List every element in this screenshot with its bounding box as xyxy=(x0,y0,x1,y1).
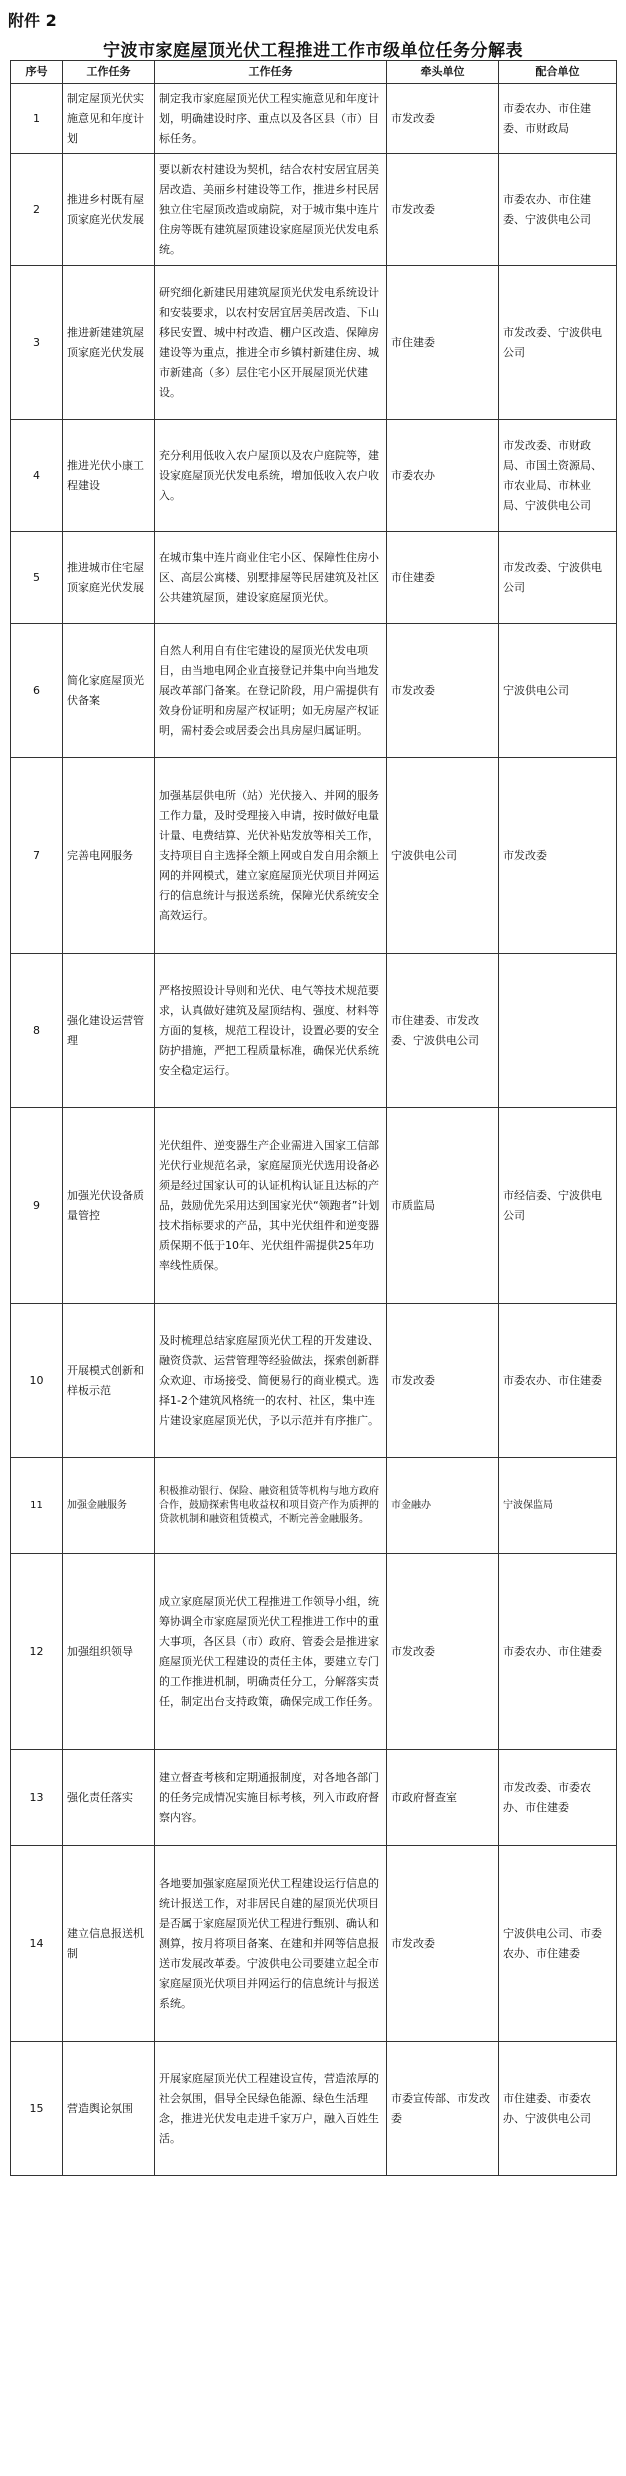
table-row xyxy=(11,758,617,954)
cooperating-unit: 宁波供电公司 xyxy=(499,624,617,758)
header-task-name: 工作任务 xyxy=(63,61,155,84)
table-row xyxy=(11,624,617,758)
lead-unit: 市发改委 xyxy=(387,624,499,758)
cooperating-unit: 市委农办、市住建委、宁波供电公司 xyxy=(499,154,617,266)
cooperating-unit: 市发改委 xyxy=(499,758,617,954)
table-row xyxy=(11,1304,617,1458)
task-content: 开展家庭屋顶光伏工程建设宣传，营造浓厚的社会氛围，倡导全民绿色能源、绿色生活理念，推进光伏发电走进千家万户，融入百姓生活。 xyxy=(155,2042,387,2176)
cooperating-unit: 市发改委、宁波供电公司 xyxy=(499,532,617,624)
table-row xyxy=(11,84,617,154)
task-content: 研究细化新建民用建筑屋顶光伏发电系统设计和安装要求，以农村安居宜居美居改造、下山移民安置、城中村改造、棚户区改造、保障房建设等为重点，推进全市乡镇村新建住房、城市新建高（多）层住宅小区开展屋顶光伏建设。 xyxy=(155,266,387,420)
task-content: 严格按照设计导则和光伏、电气等技术规范要求，认真做好建筑及屋顶结构、强度、材料等方面的复核，规范工程设计，设置必要的安全防护措施，严把工程质量标准，确保光伏系统安全稳定运行。 xyxy=(155,954,387,1108)
task-breakdown-table xyxy=(10,60,617,2176)
task-name: 强化责任落实 xyxy=(63,1750,155,1846)
row-number: 3 xyxy=(11,266,63,420)
table-row xyxy=(11,420,617,532)
task-name: 推进新建建筑屋顶家庭光伏发展 xyxy=(63,266,155,420)
task-name: 加强金融服务 xyxy=(63,1458,155,1554)
task-content: 要以新农村建设为契机，结合农村安居宜居美居改造、美丽乡村建设等工作，推进乡村民居独立住宅屋顶改造或扇院，对于城市集中连片住房等既有建筑屋顶建设家庭屋顶光伏发电系统。 xyxy=(155,154,387,266)
row-number: 14 xyxy=(11,1846,63,2042)
row-number: 15 xyxy=(11,2042,63,2176)
lead-unit: 市发改委 xyxy=(387,84,499,154)
row-number: 5 xyxy=(11,532,63,624)
task-content: 成立家庭屋顶光伏工程推进工作领导小组，统筹协调全市家庭屋顶光伏工程推进工作中的重大事项，各区县（市）政府、管委会是推进家庭屋顶光伏工程建设的责任主体，要建立专门的工作推进机制，明确责任分工，分解落实责任，制定出台支持政策，确保完成工作任务。 xyxy=(155,1554,387,1750)
row-number: 10 xyxy=(11,1304,63,1458)
lead-unit: 市委农办 xyxy=(387,420,499,532)
lead-unit: 市发改委 xyxy=(387,1846,499,2042)
cooperating-unit: 市委农办、市住建委 xyxy=(499,1554,617,1750)
table-row xyxy=(11,1750,617,1846)
row-number: 6 xyxy=(11,624,63,758)
task-name: 推进光伏小康工程建设 xyxy=(63,420,155,532)
row-number: 11 xyxy=(11,1458,63,1554)
task-name: 推进乡村既有屋顶家庭光伏发展 xyxy=(63,154,155,266)
table-header-row xyxy=(11,61,617,84)
row-number: 7 xyxy=(11,758,63,954)
task-content: 各地要加强家庭屋顶光伏工程建设运行信息的统计报送工作，对非居民自建的屋顶光伏项目是否属于家庭屋顶光伏工程进行甄别、确认和测算，按月将项目备案、在建和并网等信息报送市发展改革委。宁波供电公司要建立起全市家庭屋顶光伏项目并网运行的信息统计与报送系统。 xyxy=(155,1846,387,2042)
table-row xyxy=(11,1554,617,1750)
task-name: 营造舆论氛围 xyxy=(63,2042,155,2176)
header-cooperating-unit: 配合单位 xyxy=(499,61,617,84)
lead-unit: 市金融办 xyxy=(387,1458,499,1554)
task-name: 推进城市住宅屋顶家庭光伏发展 xyxy=(63,532,155,624)
task-content: 在城市集中连片商业住宅小区、保障性住房小区、高层公寓楼、别墅排屋等民居建筑及社区公共建筑屋顶，建设家庭屋顶光伏。 xyxy=(155,532,387,624)
task-content: 及时梳理总结家庭屋顶光伏工程的开发建设、融资贷款、运营管理等经验做法，探索创新群众欢迎、市场接受、简便易行的商业模式。选择1-2个建筑风格统一的农村、社区，集中连片建设家庭屋顶光伏，予以示范并有序推广。 xyxy=(155,1304,387,1458)
lead-unit: 市住建委 xyxy=(387,532,499,624)
lead-unit: 市住建委 xyxy=(387,266,499,420)
task-name: 建立信息报送机制 xyxy=(63,1846,155,2042)
row-number: 12 xyxy=(11,1554,63,1750)
header-content: 工作任务 xyxy=(155,61,387,84)
task-name: 开展模式创新和样板示范 xyxy=(63,1304,155,1458)
row-number: 2 xyxy=(11,154,63,266)
cooperating-unit: 市委农办、市住建委、市财政局 xyxy=(499,84,617,154)
table-row xyxy=(11,1846,617,2042)
table-row xyxy=(11,1108,617,1304)
task-content: 制定我市家庭屋顶光伏工程实施意见和年度计划，明确建设时序、重点以及各区县（市）目标任务。 xyxy=(155,84,387,154)
row-number: 4 xyxy=(11,420,63,532)
lead-unit: 市政府督查室 xyxy=(387,1750,499,1846)
lead-unit: 宁波供电公司 xyxy=(387,758,499,954)
row-number: 8 xyxy=(11,954,63,1108)
task-content: 加强基层供电所（站）光伏接入、并网的服务工作力量，及时受理接入申请，按时做好电量计量、电费结算、光伏补贴发放等相关工作，支持项目自主选择全额上网或自发自用余额上网的并网模式，建立家庭屋顶光伏项目并网运行的信息统计与报送系统，保障光伏系统安全高效运行。 xyxy=(155,758,387,954)
task-name: 简化家庭屋顶光伏备案 xyxy=(63,624,155,758)
task-content: 建立督查考核和定期通报制度，对各地各部门的任务完成情况实施目标考核，列入市政府督察内容。 xyxy=(155,1750,387,1846)
cooperating-unit: 市委农办、市住建委 xyxy=(499,1304,617,1458)
table-row xyxy=(11,2042,617,2176)
task-name: 完善电网服务 xyxy=(63,758,155,954)
header-lead-unit: 牵头单位 xyxy=(387,61,499,84)
table-row xyxy=(11,1458,617,1554)
lead-unit: 市住建委、市发改委、宁波供电公司 xyxy=(387,954,499,1108)
lead-unit: 市委宣传部、市发改委 xyxy=(387,2042,499,2176)
task-content: 充分利用低收入农户屋顶以及农户庭院等，建设家庭屋顶光伏发电系统，增加低收入农户收入。 xyxy=(155,420,387,532)
document-title: 宁波市家庭屋顶光伏工程推进工作市级单位任务分解表 xyxy=(103,41,523,61)
task-content: 自然人利用自有住宅建设的屋顶光伏发电项目，由当地电网企业直接登记并集中向当地发展改革部门备案。在登记阶段，用户需提供有效身份证明和房屋产权证明；如无房屋产权证明，需村委会或居委会出具房屋归属证明。 xyxy=(155,624,387,758)
row-number: 9 xyxy=(11,1108,63,1304)
row-number: 13 xyxy=(11,1750,63,1846)
cooperating-unit xyxy=(499,954,617,1108)
cooperating-unit: 市住建委、市委农办、宁波供电公司 xyxy=(499,2042,617,2176)
table-row xyxy=(11,154,617,266)
task-name: 加强光伏设备质量管控 xyxy=(63,1108,155,1304)
cooperating-unit: 市经信委、宁波供电公司 xyxy=(499,1108,617,1304)
table-row xyxy=(11,954,617,1108)
lead-unit: 市发改委 xyxy=(387,1304,499,1458)
lead-unit: 市发改委 xyxy=(387,1554,499,1750)
cooperating-unit: 宁波供电公司、市委农办、市住建委 xyxy=(499,1846,617,2042)
lead-unit: 市发改委 xyxy=(387,154,499,266)
cooperating-unit: 市发改委、市委农办、市住建委 xyxy=(499,1750,617,1846)
task-name: 制定屋顶光伏实施意见和年度计划 xyxy=(63,84,155,154)
task-name: 强化建设运营管理 xyxy=(63,954,155,1108)
header-no: 序号 xyxy=(11,61,63,84)
lead-unit: 市质监局 xyxy=(387,1108,499,1304)
cooperating-unit: 市发改委、市财政局、市国土资源局、市农业局、市林业局、宁波供电公司 xyxy=(499,420,617,532)
task-name: 加强组织领导 xyxy=(63,1554,155,1750)
task-content: 积极推动银行、保险、融资租赁等机构与地方政府合作，鼓励探索售电收益权和项目资产作为质押的贷款机制和融资租赁模式，不断完善金融服务。 xyxy=(155,1458,387,1554)
attachment-label: 附件 2 xyxy=(8,11,57,30)
cooperating-unit: 宁波保监局 xyxy=(499,1458,617,1554)
task-content: 光伏组件、逆变器生产企业需进入国家工信部光伏行业规范名录，家庭屋顶光伏选用设备必须是经过国家认可的认证机构认证且达标的产品，鼓励优先采用达到国家光伏“领跑者”计划技术指标要求的产品，其中光伏组件和逆变器质保期不低于10年、光伏组件需提供25年功率线性质保。 xyxy=(155,1108,387,1304)
cooperating-unit: 市发改委、宁波供电公司 xyxy=(499,266,617,420)
table-row xyxy=(11,532,617,624)
table-row xyxy=(11,266,617,420)
row-number: 1 xyxy=(11,84,63,154)
